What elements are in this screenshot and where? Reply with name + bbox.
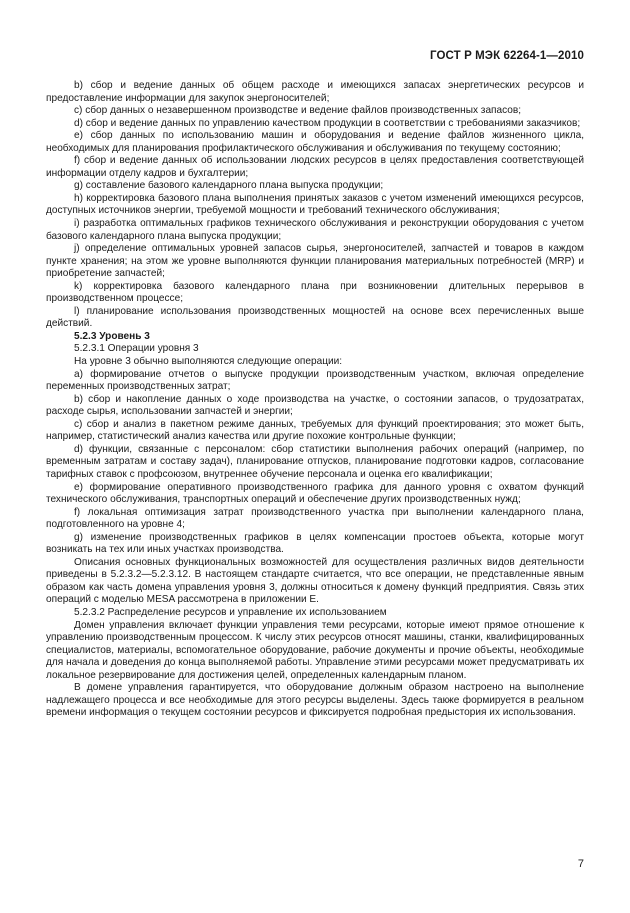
list-item: l) планирование использования производственных мощностей на основе всех перечисленных выше действий.: [46, 305, 584, 330]
list-item: k) корректировка базового календарного плана при возникновении длительных перерывов в производственном процессе;: [46, 280, 584, 305]
list-item: g) изменение производственных графиков в целях компенсации простоев объекта, которые могут возникать на тех или иных участках производства.: [46, 531, 584, 556]
paragraph: На уровне 3 обычно выполняются следующие операции:: [74, 356, 343, 368]
section-heading: 5.2.3 Уровень 3: [74, 330, 150, 342]
paragraph: Описания основных функциональных возможностей для осуществления различных видов деятельности приведены в 5.2.3.2—5.2.3.12. В настоящем стандарте считается, что все операции, не представленные явным образом как часть домена управления уровня 3, должны относиться к домену функций предприятия. Связь этих операций с моделью MESA рассмотрена в приложении Е.: [46, 556, 584, 606]
list-item: i) разработка оптимальных графиков технического обслуживания и реконструкции оборудования с учетом базового календарного плана выпуска продукции;: [46, 218, 584, 242]
list-item: f) локальная оптимизация затрат производственного участка при выполнении календарного плана, подготовленного на уровне 4;: [46, 506, 584, 531]
list-item: d) сбор и ведение данных по управлению качеством продукции в соответствии с требованиями заказчиков;: [74, 117, 581, 129]
list-item: c) сбор и анализ в пакетном режиме данных, требуемых для функций проектирования; это может быть, например, статистический анализ качества или другие похожие контрольные функции;: [46, 418, 584, 443]
list-item: e) сбор данных по использованию машин и оборудования и ведение файлов жизненного цикла, необходимых для планирования профилактического обслуживания и обслуживания по текущему состоянию;: [46, 130, 584, 154]
list-item: a) формирование отчетов о выпуске продукции производственным участком, включая определение переменных производственных затрат;: [46, 368, 584, 393]
paragraph: В домене управления гарантируется, что оборудование должным образом настроено на выполнение надлежащего процесса и все необходимые для этого ресурсы выделены. Здесь также формируется в реальном времени информация о текущем состоянии ресурсов и фиксируется подробная предыстория их использования.: [46, 682, 584, 719]
list-item: h) корректировка базового плана выполнения принятых заказов с учетом изменений имеющихся ресурсов, доступных источников энергии, требуемой мощности и требований технического обслуживания;: [46, 192, 584, 217]
document-header: ГОСТ Р МЭК 62264-1—2010: [430, 50, 584, 62]
list-item: e) формирование оперативного производственного графика для данного уровня с охватом функций технического обслуживания, транспортных операций и обеспечение других производственных нужд;: [46, 481, 584, 506]
list-item: f) сбор и ведение данных об использовании людских ресурсов в целях предоставления соответствующей информации отделу кадров и бухгалтерии;: [46, 155, 584, 179]
page-number: 7: [577, 858, 584, 870]
list-item: c) сбор данных о незавершенном производстве и ведение файлов производственных запасов;: [74, 105, 522, 117]
list-item: d) функции, связанные с персоналом: сбор статистики выполнения рабочих операций (например, по временным затратам и составу задач), планирование отпусков, планирование подготовки кадров, согласование тарифных ставок с профсоюзом, внутреннее обучение персонала и оценка его квалификации;: [46, 443, 584, 480]
subsection-heading: 5.2.3.2 Распределение ресурсов и управление их использованием: [74, 606, 387, 618]
list-item: b) сбор и накопление данных о ходе производства на участке, о состоянии запасов, о трудозатратах, расходе сырья, использовании запчастей и энергии;: [46, 393, 584, 418]
paragraph: Домен управления включает функции управления теми ресурсами, которые имеют прямое отношение к управлению производственным процессом. К числу этих ресурсов относят машины, станки, квалифицированных специалистов, материалы, вспомогательное оборудование, рабочие документы и прочие объекты, необходимые для начала и доведения до конца выполняемой работы. Управление этими ресурсами может предусматривать их локальное резервирование для достижения целей, определенных календарным планом.: [46, 619, 584, 681]
list-item: j) определение оптимальных уровней запасов сырья, энергоносителей, запчастей и товаров в каждом пункте хранения; на этом же уровне выполняются функции планирования материальных потребностей (MRP) и приобретение запчастей;: [46, 243, 584, 280]
list-item: b) сбор и ведение данных об общем расходе и имеющихся запасах энергетических ресурсов и предоставление информации для закупок энергоносителей;: [46, 80, 584, 104]
list-item: g) составление базового календарного плана выпуска продукции;: [74, 180, 384, 192]
subsection-heading: 5.2.3.1 Операции уровня 3: [74, 343, 199, 355]
document-body: [46, 80, 584, 720]
